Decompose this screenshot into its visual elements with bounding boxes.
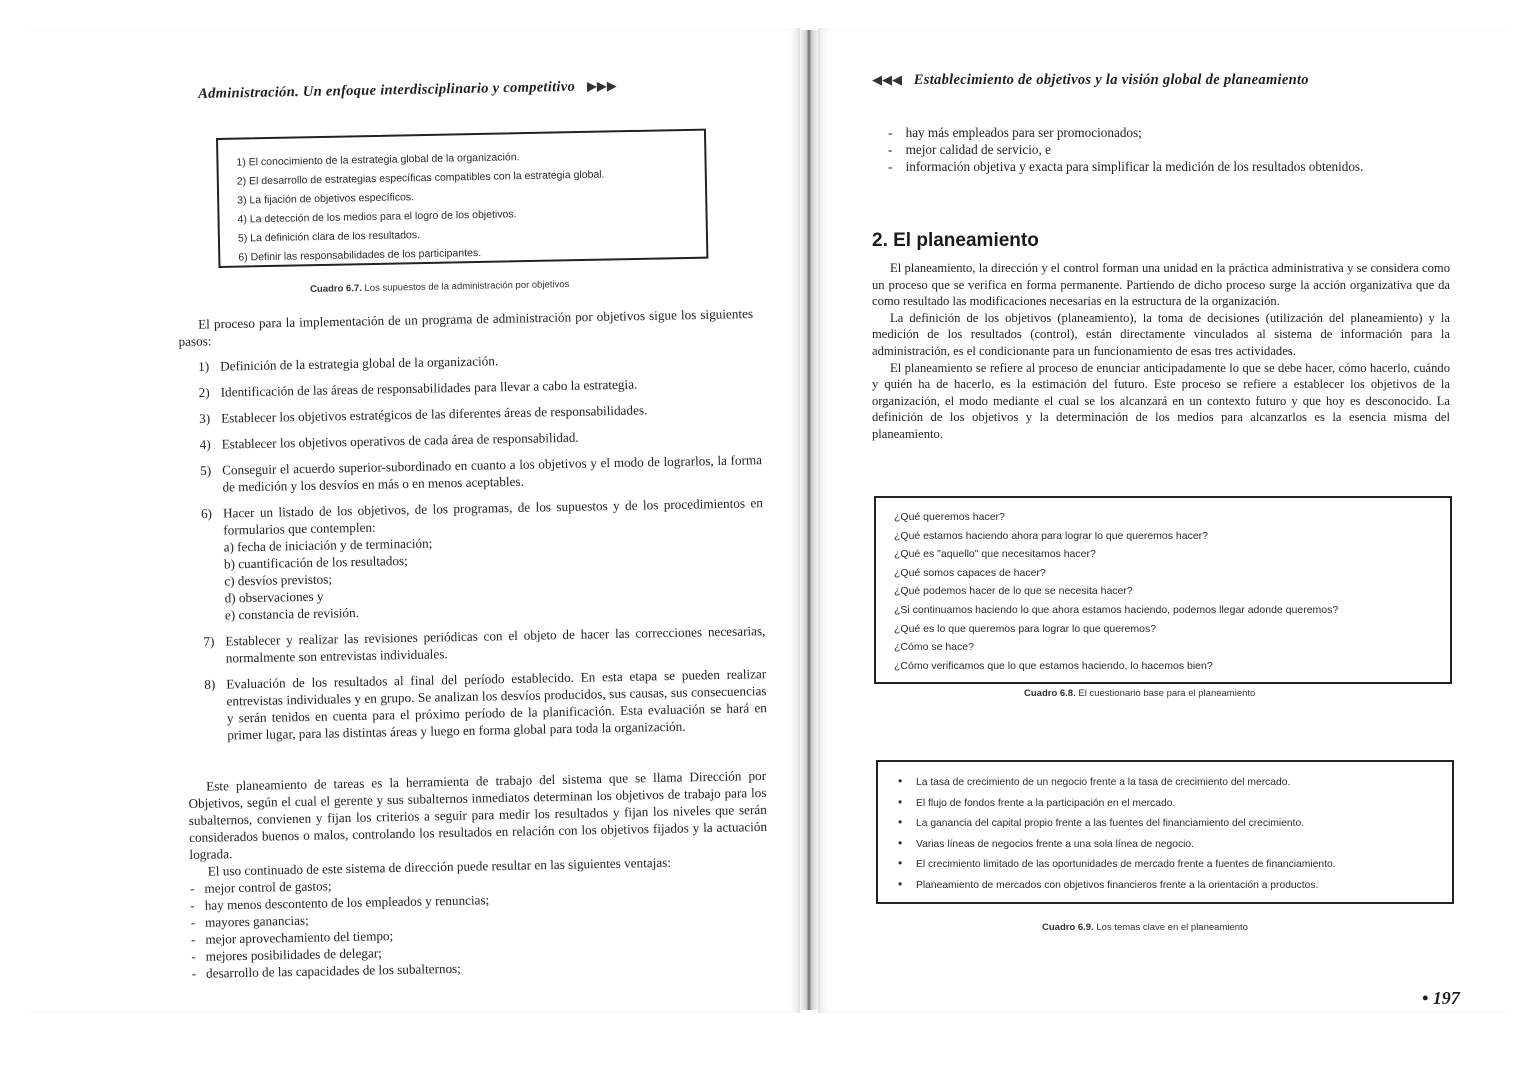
ventaja-text: mejor aprovechamiento del tiempo; <box>205 928 394 947</box>
step-6-subitem: d) observaciones y <box>224 588 324 606</box>
step-number: 5) <box>200 462 212 478</box>
step-item <box>200 451 763 496</box>
left-running-header <box>198 78 617 103</box>
step-text: Hacer un listado de los objetivos, de los programas, de los supuestos y de los procedimientos en formularios que contemplen: <box>222 495 764 538</box>
list-item: 4) La detección de los medios para el logro de los objetivos. <box>237 208 517 226</box>
list-item: • Varias líneas de negocios frente a una sola línea de negocio. <box>898 834 1452 855</box>
left-page <box>28 28 800 1013</box>
step-number: 8) <box>204 676 216 692</box>
list-item: • Planeamiento de mercados con objetivos financieros frente a la orientación a productos. <box>898 875 1452 896</box>
question-item: ¿Qué es lo que queremos para lograr lo que queremos? <box>894 622 1157 635</box>
question-item: ¿Si continuamos haciendo lo que ahora estamos haciendo, podemos llegar adonde queremos? <box>894 603 1339 616</box>
list-item: - mejor calidad de servicio, e <box>888 142 1051 157</box>
list-item: 2) El desarrollo de estrategias específicas compatibles con la estrategia global. <box>236 168 605 188</box>
table-6-8-caption <box>1024 688 1255 699</box>
list-item: • El flujo de fondos frente a la participación en el mercado. <box>898 793 1452 814</box>
planeamiento-paragraph-2: La definición de los objetivos (planeamiento), la toma de decisiones (utilización del planeamiento) y la medición de los resultados (control), están directamente vinculados al sistema de información para la administración, es el condicionante para un funcionamiento de esas tres actividades. <box>872 310 1450 358</box>
step-6-body <box>201 494 765 624</box>
header-arrows-left-icon: ◀◀◀ <box>872 72 902 87</box>
step-number: 1) <box>198 358 210 374</box>
table-6-7-list <box>236 145 706 268</box>
step-6-subitem: b) cuantificación de los resultados; <box>223 553 408 572</box>
ventaja-text: información objetiva y exacta para simplificar la medición de los resultados obtenidos. <box>905 159 1364 174</box>
planeamiento-paragraph-3: El planeamiento se refiere al proceso de enunciar anticipadamente lo que se debe hacer, cómo hacerlo, cuándo y quién ha de hacerlo, es la estimación del futuro. Este proceso se refiere a establecer los objetivos de la organización, el modo mediante el cual se los alcanzará en un contexto futuro y que hoy es desconocido. La definición de los objetivos y la determinación de los medios para alcanzarlos es la esencia misma del planeamiento. <box>872 360 1450 441</box>
list-item: • La tasa de crecimiento de un negocio frente a la tasa de crecimiento del mercado. <box>898 772 1452 793</box>
ventaja-text: hay más empleados para ser promocionados; <box>905 125 1142 140</box>
table-6-9-caption <box>1042 922 1248 933</box>
question-item: ¿Qué estamos haciendo ahora para lograr lo que queremos hacer? <box>894 529 1209 542</box>
right-header-title: Establecimiento de objetivos y la visión global de planeamiento <box>913 72 1309 88</box>
list-item: 3) La fijación de objetivos específicos. <box>237 191 415 207</box>
list-item: 5) La definición clara de los resultados. <box>237 229 421 245</box>
step-item <box>201 494 765 624</box>
step-item <box>199 399 761 427</box>
list-item: 6) Definir las responsabilidades de los participantes. <box>238 246 482 264</box>
caption-text: Los supuestos de la administración por objetivos <box>364 279 570 294</box>
intro-paragraph <box>178 305 754 350</box>
ventaja-text: mayores ganancias; <box>204 912 309 930</box>
step-6-subitem: a) fecha de iniciación y de terminación; <box>223 535 433 555</box>
intro-text: El proceso para la implementación de un programa de administración por objetivos sigue los siguientes pasos: <box>178 305 754 349</box>
page-number: • 197 <box>1422 988 1460 1008</box>
step-item <box>198 373 760 401</box>
step-number: 3) <box>199 410 211 426</box>
caption-text: Los temas clave en el planeamiento <box>1096 922 1248 933</box>
step-text: Definición de la estrategia global de la organización. <box>220 353 499 374</box>
ventajas-intro: El uso continuado de este sistema de dirección puede resultar en las siguientes ventajas: <box>207 854 672 879</box>
direccion-paragraph <box>188 767 770 982</box>
table-6-7-box <box>216 129 708 268</box>
question-item: ¿Qué queremos hacer? <box>894 511 1005 523</box>
table-6-7-caption <box>310 279 569 295</box>
step-text: Conseguir el acuerdo superior-subordinado en cuanto a los objetivos y el modo de lograrlos, la forma de medición y los desvíos en más o en menos aceptables. <box>222 452 763 495</box>
step-text: Establecer los objetivos operativos de cada área de responsabilidad. <box>221 429 579 452</box>
caption-text: El cuestionario base para el planeamiento <box>1078 688 1256 699</box>
section-title: 2. El planeamiento <box>872 230 1039 251</box>
list-item: - desarrollo de las capacidades de los subalternos; <box>191 960 462 981</box>
ventajas-list <box>190 869 770 982</box>
ventaja-text: desarrollo de las capacidades de los subalternos; <box>205 960 462 981</box>
table-6-9-box <box>876 760 1454 904</box>
steps-list <box>198 347 767 753</box>
left-header-title: Administración. Un enfoque interdisciplinario y competitivo <box>198 78 576 102</box>
list-item: - mayores ganancias; <box>190 912 309 930</box>
step-6-subitem: e) constancia de revisión. <box>224 604 360 623</box>
planeamiento-body <box>872 260 1450 443</box>
list-item: • La ganancia del capital propio frente a las fuentes del financiamiento del crecimiento. <box>898 813 1452 834</box>
list-item: • El crecimiento limitado de las oportunidades de mercado frente a fuentes de financiamiento. <box>898 854 1452 875</box>
table-6-8-box <box>874 496 1452 684</box>
step-number: 6) <box>200 505 213 521</box>
right-page <box>818 28 1508 1013</box>
question-item: ¿Qué somos capaces de hacer? <box>894 566 1046 579</box>
step-item <box>203 622 766 667</box>
step-number: 4) <box>199 436 211 452</box>
ventaja-text: mejores posibilidades de delegar; <box>205 945 382 964</box>
list-item: - información objetiva y exacta para simplificar la medición de los resultados obtenidos. <box>888 159 1364 174</box>
planeamiento-paragraph-1: El planeamiento, la dirección y el control forman una unidad en la práctica administrativa y se considera como un proceso que se verifica en forma permanente. Partiendo de dicho proceso surge la acción organizativa que da como resultado las modificaciones necesarias en la estructura de la organización. <box>872 261 1450 309</box>
caption-label: Cuadro 6.8. <box>1024 688 1076 699</box>
list-item: - hay menos descontento de los empleados y renuncias; <box>190 892 490 913</box>
question-item: ¿Cómo se hace? <box>894 641 974 654</box>
list-item: - mejor control de gastos; <box>189 878 332 896</box>
ventaja-text: hay menos descontento de los empleados y renuncias; <box>204 892 490 913</box>
step-text: Establecer los objetivos estratégicos de las diferentes áreas de responsabilidades. <box>221 402 648 426</box>
step-item <box>198 347 760 375</box>
step-text: Establecer y realizar las revisiones periódicas con el objeto de hacer las correcciones necesarias, normalmente son entrevistas individuales. <box>225 623 766 666</box>
question-item: ¿Cómo verificamos que lo que estamos haciendo, lo hacemos bien? <box>894 659 1213 672</box>
step-number: 2) <box>198 384 210 400</box>
caption-label: Cuadro 6.9. <box>1042 922 1094 933</box>
list-item: 1) El conocimiento de la estrategia global de la organización. <box>236 151 520 169</box>
table-6-9-list <box>898 772 1452 896</box>
ventajas-continued-list <box>888 124 1468 175</box>
step-item <box>204 665 767 744</box>
question-item: ¿Qué podemos hacer de lo que se necesita hacer? <box>894 585 1133 598</box>
caption-label: Cuadro 6.7. <box>310 283 362 295</box>
direccion-text: Este planeamiento de tareas es la herramienta de trabajo del sistema que se llama Dirección por Objetivos, según el cual el gerente y sus subalternos inmediatos determinan los objetivos de trabajo para los subalternos, convienen y fijan los criterios a seguir para medir los resultados y fijan los niveles que serán considerados buenos o malos, controlando los resultados en relación con los objetivos fijados y la actuación lograda. <box>188 767 768 862</box>
ventaja-text: mejor control de gastos; <box>204 878 332 896</box>
list-item: - mejor aprovechamiento del tiempo; <box>190 928 394 947</box>
book-gutter <box>800 30 818 1010</box>
step-item <box>199 425 761 453</box>
step-text: Identificación de las áreas de responsabilidades para llevar a cabo la estrategia. <box>220 376 638 400</box>
step-number: 7) <box>203 633 215 649</box>
header-arrows-right-icon: ▶▶▶ <box>586 77 617 94</box>
step-text: Evaluación de los resultados al final del período establecido. En esta etapa se pueden realizar entrevistas individuales y en grupo. Se analizan los desvíos producidos, sus causas, sus consecuencias y serán tenidos en cuenta para el próximo período de la planificación. Esta evaluación se hará en primer lugar, para las distintas áreas y luego en forma global para toda la organización. <box>226 666 767 743</box>
right-running-header <box>872 72 1309 89</box>
step-6-subitem: c) desvíos previstos; <box>224 571 333 589</box>
list-item: - hay más empleados para ser promocionados; <box>888 125 1142 140</box>
ventaja-text: mejor calidad de servicio, e <box>905 142 1051 157</box>
question-item: ¿Qué es "aquello" que necesitamos hacer? <box>894 548 1096 561</box>
list-item: - mejores posibilidades de delegar; <box>191 945 382 964</box>
